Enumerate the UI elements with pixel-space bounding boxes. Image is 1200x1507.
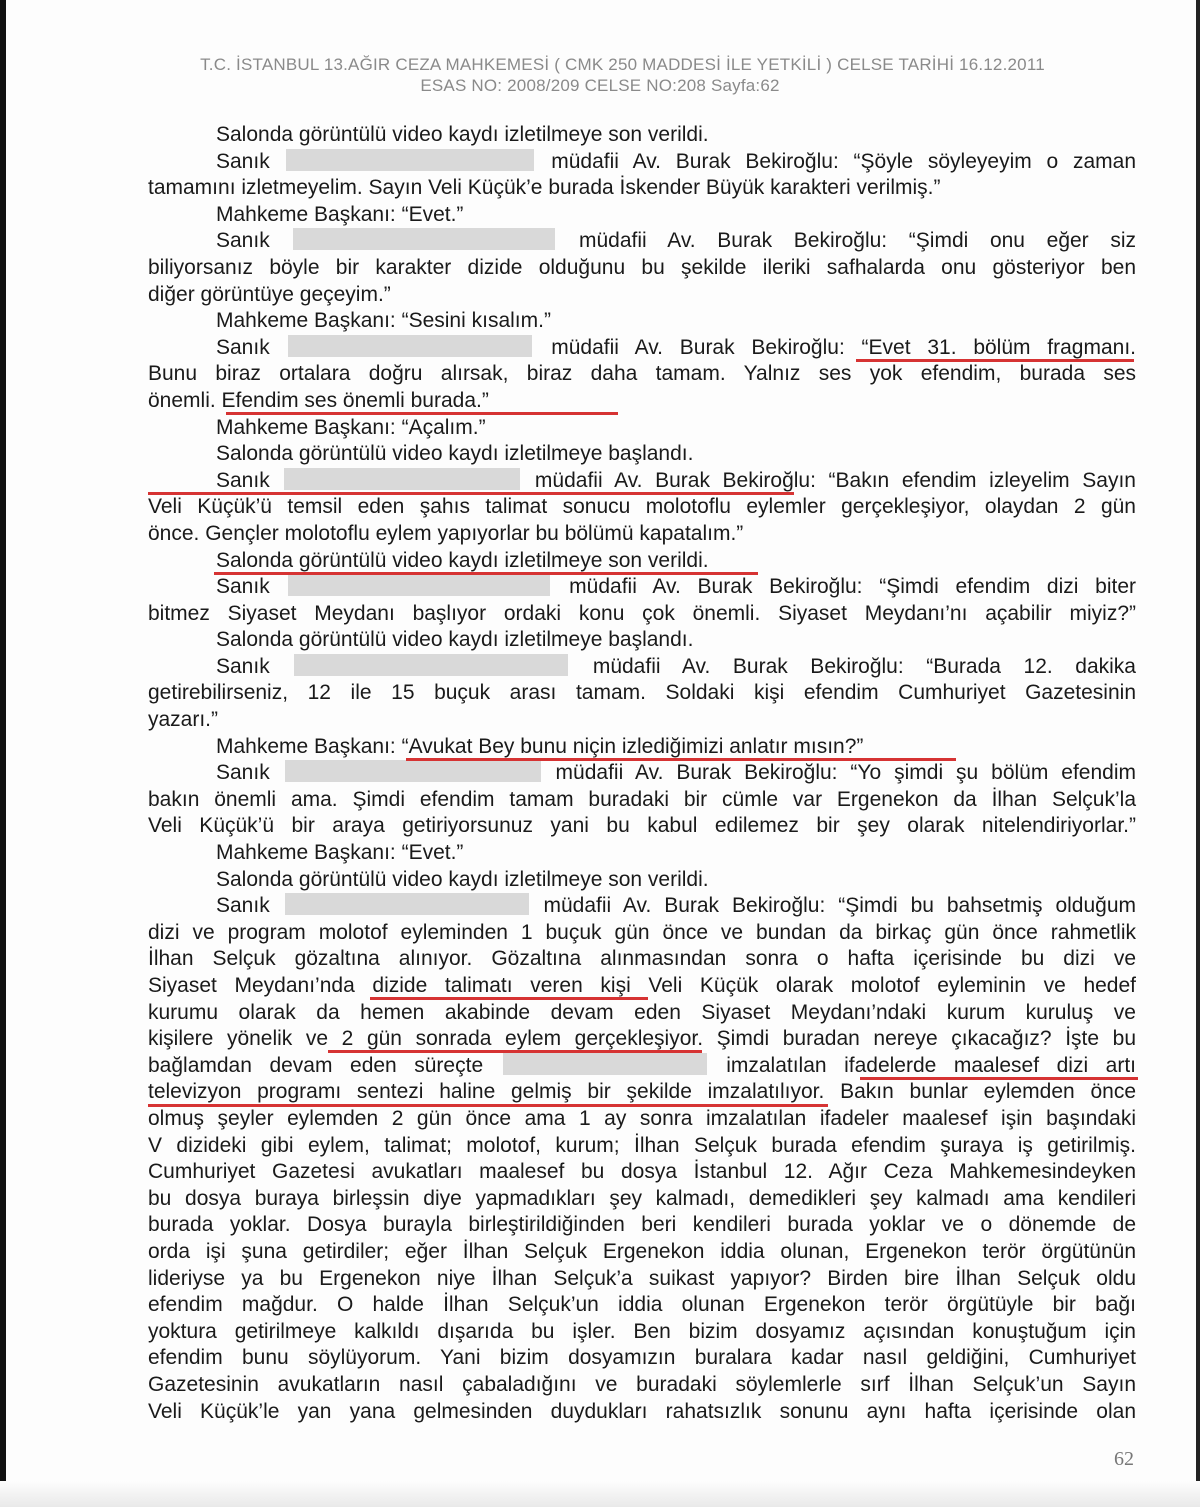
text-line	[148, 1079, 1136, 1106]
text-line	[148, 654, 1136, 681]
line-text: Sanık	[216, 654, 293, 678]
line-text: Sanık	[216, 761, 283, 785]
text-line	[148, 1266, 1136, 1293]
line-text: tamamını izletmeyelim. Sayın Veli Küçük’e burada İskender Büyük karakteri verilmiş.”	[148, 176, 941, 200]
redacted-name	[284, 468, 520, 490]
line-text: dizi ve program molotof eyleminden 1 buçuk gün önce ve bundan da birkaç gün önce rahmetlik	[148, 920, 1136, 944]
text-line	[148, 946, 1136, 973]
text-line	[148, 228, 1136, 255]
red-underline-mark	[148, 1104, 828, 1107]
text-line	[148, 1399, 1136, 1426]
scan-edge-right	[1196, 0, 1200, 1507]
line-text: orda işi şuna getirdiler; eğer İlhan Selçuk Ergenekon iddia olunan, Ergenekon terör örgütünün	[148, 1239, 1136, 1263]
line-text: Gazetesinin avukatların nasıl çabaladığını ve buradaki söylemlerle sırf İlhan Selçuk’un Sayın	[148, 1372, 1136, 1396]
line-text: biliyorsanız böyle bir karakter dizide olduğunu bu şekilde ileriki safhalarda onu gösteriyor ben	[148, 255, 1136, 279]
text-line	[148, 787, 1136, 814]
text-line	[148, 521, 1136, 548]
redacted-name	[293, 228, 555, 250]
line-text: Mahkeme Başkanı: “Sesini kısalım.”	[216, 309, 551, 333]
text-line	[148, 1319, 1136, 1346]
redacted-name	[285, 760, 541, 782]
line-text: müdafii Av. Burak Bekiroğlu: “Burada 12. dakika	[570, 654, 1136, 678]
line-text: Siyaset Meydanı’nda dizide talimatı veren kişi Veli Küçük olarak molotof eyleminin ve hedef	[148, 974, 1136, 997]
text-line	[148, 813, 1136, 840]
line-text: Sanık	[216, 894, 283, 918]
text-line	[148, 893, 1136, 920]
scan-edge-left	[0, 0, 6, 1507]
text-line	[148, 627, 1136, 654]
line-text: müdafii Av. Burak Bekiroğlu: “Şimdi efendim dizi biter	[552, 575, 1136, 599]
transcript-body	[148, 122, 1136, 1425]
line-text: bakın önemli ama. Şimdi efendim tamam buradaki bir cümle var Ergenekon da İlhan Selçuk’la	[148, 787, 1136, 811]
text-line	[148, 734, 1136, 761]
text-line	[148, 415, 1136, 442]
line-text: lideriyse ya bu Ergenekon niye İlhan Selçuk’a suikast yapıyor? Birden bire İlhan Selçuk oldu	[148, 1266, 1136, 1290]
text-line	[148, 760, 1136, 787]
text-line	[148, 494, 1136, 521]
line-text: olmuş şeyler eylemden 2 gün önce ama 1 ay sonra imzalatılan ifadeler maalesef işin başındaki	[148, 1106, 1136, 1130]
line-text: Cumhuriyet Gazetesi avukatları maalesef bu dosya İstanbul 12. Ağır Ceza Mahkemesindeyken	[148, 1160, 1136, 1184]
text-line	[148, 1239, 1136, 1266]
red-underline-mark	[328, 1050, 702, 1053]
line-text: Salonda görüntülü video kaydı izletilmeye başlandı.	[216, 442, 694, 466]
text-line	[148, 308, 1136, 335]
page-header	[0, 54, 1200, 96]
text-line	[148, 1212, 1136, 1239]
line-text: bağlamdan devam eden süreçte	[148, 1053, 501, 1077]
line-text: burada yoklar. Dosya burayla birleştirildiğinden beri kendileri burada yoklar ve o dönemde de	[148, 1213, 1136, 1237]
text-line	[148, 574, 1136, 601]
text-line	[148, 1372, 1136, 1399]
line-text: müdafii Av. Burak Bekiroğlu: “Bakın efendim izleyelim Sayın	[522, 468, 1136, 492]
line-text: imzalatılan ifadelerde maalesef dizi artı	[708, 1053, 1136, 1077]
text-line	[148, 388, 1136, 415]
text-line	[148, 335, 1136, 362]
line-text: Bunu biraz ortalara doğru alırsak, biraz daha tamam. Yalnız ses yok efendim, burada ses	[148, 362, 1136, 386]
red-underline-mark	[226, 412, 618, 415]
text-line	[148, 1133, 1136, 1160]
line-text: televizyon programı sentezi haline gelmiş bir şekilde imzalatılıyor. Bakın bunlar eylemden önce	[148, 1080, 1136, 1104]
header-line-2: ESAS NO: 2008/209 CELSE NO:208 Sayfa:62	[420, 76, 780, 95]
line-text: Sanık	[216, 149, 285, 173]
line-text: önce. Gençler molotoflu eylem yapıyorlar bu bölümü kapatalım.”	[148, 521, 744, 545]
line-text: Salonda görüntülü video kaydı izletilmeye başlandı.	[216, 628, 694, 652]
line-text: diğer görüntüye geçeyim.”	[148, 282, 391, 306]
line-text: getirebilirseniz, 12 ile 15 buçuk arası tamam. Soldaki kişi efendim Cumhuriyet Gazetesinin	[148, 681, 1136, 705]
line-text: Veli Küçük’le yan yana gelmesinden duydukları rahatsızlık sonunu aynı hafta içerisinde olan	[148, 1399, 1136, 1423]
line-text: Sanık	[216, 575, 287, 599]
line-text: Salonda görüntülü video kaydı izletilmeye son verildi.	[216, 867, 709, 891]
line-text: müdafii Av. Burak Bekiroğlu: “Şöyle söyleyeyim o zaman	[536, 149, 1136, 173]
redacted-name	[503, 1053, 707, 1075]
redacted-name	[288, 574, 550, 596]
red-underline-mark	[148, 492, 794, 495]
text-line	[148, 680, 1136, 707]
line-text: Salonda görüntülü video kaydı izletilmeye son verildi.	[216, 548, 709, 572]
line-text: Veli Küçük’ü temsil eden şahıs talimat sonucu molotoflu eylemler gerçekleşiyor, olaydan 2 gün	[148, 495, 1136, 519]
text-line	[148, 282, 1136, 309]
line-text: Sanık	[216, 468, 283, 492]
line-text: Mahkeme Başkanı: “Açalım.”	[216, 415, 486, 439]
line-text: V dizideki gibi eylem, talimat; molotof, kurum; İlhan Selçuk burada efendim şuraya iş getirilmiş.	[148, 1133, 1136, 1157]
text-line	[148, 1053, 1136, 1080]
text-line	[148, 867, 1136, 894]
text-line	[148, 840, 1136, 867]
line-text: kişilere yönelik ve 2 gün sonrada eylem gerçekleşiyor. Şimdi buradan nereye çıkacağız? İşte bu	[148, 1027, 1136, 1051]
text-line	[148, 1106, 1136, 1133]
line-text: kurumu olarak da hemen akabinde devam eden Siyaset Meydanı’ndaki kurum kuruluş ve	[148, 1000, 1136, 1024]
line-text: müdafii Av. Burak Bekiroğlu: “Evet 31. bölüm fragmanı.	[534, 335, 1136, 359]
line-text: İlhan Selçuk gözaltına alınıyor. Gözaltına alınmasından sonra o hafta içerisinde bu dizi ve	[148, 947, 1136, 971]
text-line	[148, 920, 1136, 947]
text-line	[148, 441, 1136, 468]
line-text: efendim bunu söylüyorum. Yani bizim dosyamızın buralara kadar nasıl geldiğini, Cumhuriyet	[148, 1346, 1136, 1370]
scan-shadow	[0, 1481, 1200, 1507]
redacted-name	[285, 893, 529, 915]
text-line	[148, 548, 1136, 575]
red-underline-mark	[214, 572, 758, 575]
line-text: yoktura getirilmeye kalkıldı dışarıda bu işler. Ben bizim dosyamız açısından konuştuğum için	[148, 1319, 1136, 1343]
line-text: Mahkeme Başkanı: “Avukat Bey bunu niçin izlediğimizi anlatır mısın?”	[216, 734, 864, 758]
text-line	[148, 202, 1136, 229]
line-text: bu dosya buraya birleşsin diye yapmadıkları şey kalmadı, demedikleri şey kalmadı ama kendileri	[148, 1186, 1136, 1210]
line-text: efendim mağdur. O halde İlhan Selçuk’un iddia olunan Ergenekon terör örgütüyle bir bağı	[148, 1293, 1136, 1317]
line-text: önemli. Efendim ses önemli burada.”	[148, 388, 489, 412]
line-text: Veli Küçük’ü bir araya getiriyorsunuz yani bu kabul edilemez bir şey olarak nitelendiriyorlar.”	[148, 814, 1136, 838]
text-line	[148, 468, 1136, 495]
redacted-name	[286, 149, 534, 171]
line-text: Sanık	[216, 335, 287, 359]
red-underline-mark	[406, 758, 956, 761]
text-line	[148, 973, 1136, 1000]
line-text: müdafii Av. Burak Bekiroğlu: “Yo şimdi şu bölüm efendim	[542, 761, 1136, 785]
line-text: müdafii Av. Burak Bekiroğlu: “Şimdi onu eğer siz	[557, 229, 1136, 253]
line-text: Mahkeme Başkanı: “Evet.”	[216, 841, 464, 865]
text-line	[148, 1292, 1136, 1319]
line-text: Salonda görüntülü video kaydı izletilmeye son verildi.	[216, 123, 709, 146]
red-underline-mark	[370, 997, 648, 1000]
text-line	[148, 122, 1136, 149]
text-line	[148, 601, 1136, 628]
page-number: 62	[1114, 1448, 1134, 1470]
redacted-name	[294, 654, 568, 676]
text-line	[148, 1345, 1136, 1372]
text-line	[148, 175, 1136, 202]
redacted-name	[288, 335, 532, 357]
text-line	[148, 1000, 1136, 1027]
red-underline-mark	[856, 359, 1134, 362]
header-line-1: T.C. İSTANBUL 13.AĞIR CEZA MAHKEMESİ ( CMK 250 MADDESİ İLE YETKİLİ ) CELSE TARİHİ 16.12.2011	[200, 55, 1045, 74]
line-text: müdafii Av. Burak Bekiroğlu: “Şimdi bu bahsetmiş olduğum	[530, 894, 1136, 918]
text-line	[148, 1159, 1136, 1186]
text-line	[148, 149, 1136, 176]
text-line	[148, 1186, 1136, 1213]
red-underline-mark	[860, 1077, 1138, 1080]
text-line	[148, 707, 1136, 734]
line-text: Sanık	[216, 229, 292, 253]
line-text: Mahkeme Başkanı: “Evet.”	[216, 202, 464, 226]
line-text: yazarı.”	[148, 708, 219, 732]
line-text: bitmez Siyaset Meydanı başlıyor ordaki konu çok önemli. Siyaset Meydanı’nı açabilir miyiz?”	[148, 601, 1136, 625]
text-line	[148, 255, 1136, 282]
text-line	[148, 1026, 1136, 1053]
text-line	[148, 361, 1136, 388]
